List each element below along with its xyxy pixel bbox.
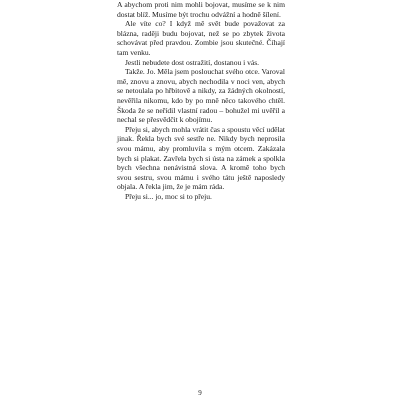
- paragraph: A abychom proti nim mohli bojovat, musíme se k nim dostat blíž. Musíme být trochu odvážní a hodně šílení.: [117, 0, 285, 19]
- page-number: 9: [198, 389, 202, 397]
- body-text: [117, 0, 285, 201]
- paragraph: Jestli nebudete dost ostražití, dostanou i vás.: [125, 57, 260, 67]
- paragraph: Přeju si, abych mohla vrátit čas a spoustu věcí udělat jinak. Řekla bych své sestře ne. Nikdy bych neprosila svou mámu, aby promluvila s mým otcem. Zakázala bych si plakat. Zavřela bych si ústa na zámek a spolkla bych všechna nenávistná slova. A kromě toho bych svou sestru, svou mámu i svého tátu ještě naposledy objala. A řekla jim, že je mám ráda.: [117, 124, 285, 192]
- paragraph: Takže. Jo. Měla jsem poslouchat svého otce. Varoval mě, znovu a znovu, abych nechodila v noci ven, abych se netoulala po hřbitově a nikdy, za žádných okolností, nevěřila nikomu, kdo by po mně něco takového chtěl. Škoda že se neřídil vlastní radou – bohužel mi uvěřil a nechal se přesvědčit k obojímu.: [117, 67, 285, 125]
- paragraph: Ale víte co? I když mě svět bude považovat za blázna, raději budu bojovat, než se po zbytek života schovávat před pravdou. Zombie jsou skutečné. Číhají tam venku.: [117, 19, 285, 57]
- paragraph: Přeju si... jo, moc si to přeju.: [125, 191, 212, 201]
